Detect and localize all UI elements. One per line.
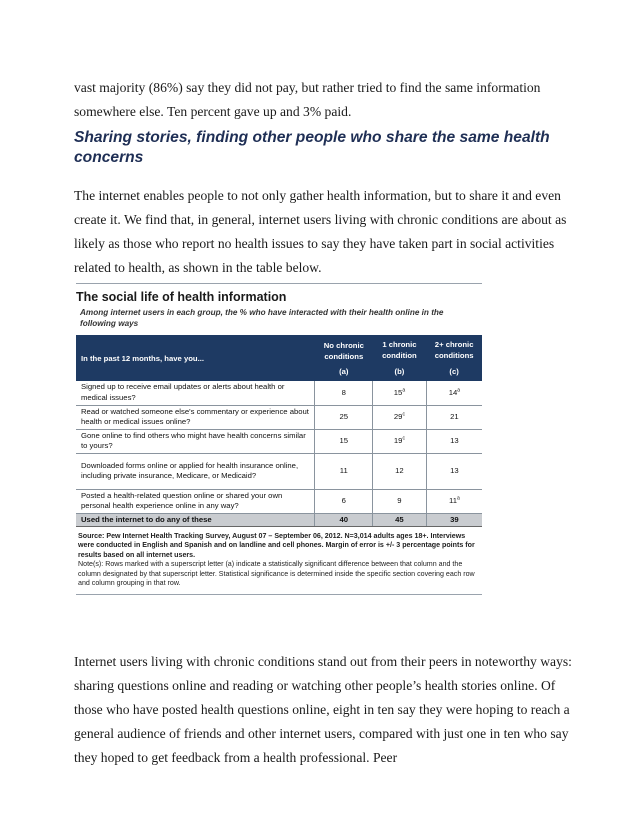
row-label: Downloaded forms online or applied for health insurance online, including private insurance, Medicare, or Medicaid? xyxy=(76,453,315,489)
cell-a: 25 xyxy=(315,405,373,429)
paragraph-intro: The internet enables people to not only gather health information, but to share it and even create it. We find that, in general, internet users living with chronic conditions are about as likely as those who report no health issues to say they have taken part in social activities related to health, as shown in the table below. xyxy=(74,188,567,275)
header-col-b: 1 chronic condition xyxy=(373,335,427,364)
table-figure xyxy=(76,283,482,595)
row-label: Signed up to receive email updates or alerts about health or medical issues? xyxy=(76,381,315,405)
figure-bottom-rule xyxy=(76,594,482,595)
row-label: Posted a health-related question online or shared your own personal health experience online in any way? xyxy=(76,489,315,513)
table-row xyxy=(76,381,482,405)
header-letter-b: (b) xyxy=(373,364,427,381)
cell-a: 11 xyxy=(315,453,373,489)
cell-b: 12 xyxy=(373,453,427,489)
cell-c: 13 xyxy=(426,429,482,453)
table-row xyxy=(76,453,482,489)
table-row xyxy=(76,405,482,429)
header-col-a: No chronic conditions xyxy=(315,335,373,364)
data-table xyxy=(76,335,482,527)
cell-c: 11$^a$ xyxy=(426,489,482,513)
total-a: 40 xyxy=(315,513,373,527)
header-letter-c: (c) xyxy=(426,364,482,381)
table-row xyxy=(76,429,482,453)
table-row xyxy=(76,489,482,513)
total-b: 45 xyxy=(373,513,427,527)
header-question: In the past 12 months, have you... xyxy=(76,335,315,381)
paragraph-top: vast majority (86%) say they did not pay, but rather tried to find the same information somewhere else. Ten percent gave up and 3% paid. xyxy=(74,80,541,119)
cell-b: 19$^c$ xyxy=(373,429,427,453)
table-header-row xyxy=(76,335,482,364)
cell-a: 15 xyxy=(315,429,373,453)
cell-c: 14$^a$ xyxy=(426,381,482,405)
total-label: Used the internet to do any of these xyxy=(76,513,315,527)
paragraph-bottom: Internet users living with chronic conditions stand out from their peers in noteworthy ways: sharing questions online and reading or watching other people’s health stories online. Of those who have posted health questions online, eight in ten say they were hoping to reach a general audience of friends and other internet users, compared with just one in ten who say they hoped to get feedback from a health professional. Peer xyxy=(74,654,572,765)
cell-c: 21 xyxy=(426,405,482,429)
total-c: 39 xyxy=(426,513,482,527)
header-letter-a: (a) xyxy=(315,364,373,381)
header-col-c: 2+ chronic conditions xyxy=(426,335,482,364)
cell-a: 8 xyxy=(315,381,373,405)
figure-note: Note(s): Rows marked with a superscript letter (a) indicate a statistically significant difference between that column and the column designated by that superscript letter. Statistical significance is determined inside the specific section covering each row and column grouping in that row. xyxy=(78,560,475,588)
cell-b: 9 xyxy=(373,489,427,513)
figure-subtitle: Among internet users in each group, the % who have interacted with their health online in the following ways xyxy=(80,308,444,328)
cell-b: 15$^a$ xyxy=(373,381,427,405)
cell-a: 6 xyxy=(315,489,373,513)
section-heading: Sharing stories, finding other people who share the same health concerns xyxy=(74,129,550,166)
figure-title: The social life of health information xyxy=(76,290,287,304)
row-label: Read or watched someone else's commentary or experience about health or medical issues online? xyxy=(76,405,315,429)
figure-source: Source: Pew Internet Health Tracking Survey, August 07 – September 06, 2012. N=3,014 adults ages 18+. Interviews were conducted in English and Spanish and on landline and cell phones. Margin of error is +/- 3 percentage points for results based on all internet users. xyxy=(78,532,475,559)
figure-top-rule xyxy=(76,283,482,284)
cell-c: 13 xyxy=(426,453,482,489)
table-total-row xyxy=(76,513,482,527)
cell-b: 29$^c$ xyxy=(373,405,427,429)
row-label: Gone online to find others who might have health concerns similar to yours? xyxy=(76,429,315,453)
